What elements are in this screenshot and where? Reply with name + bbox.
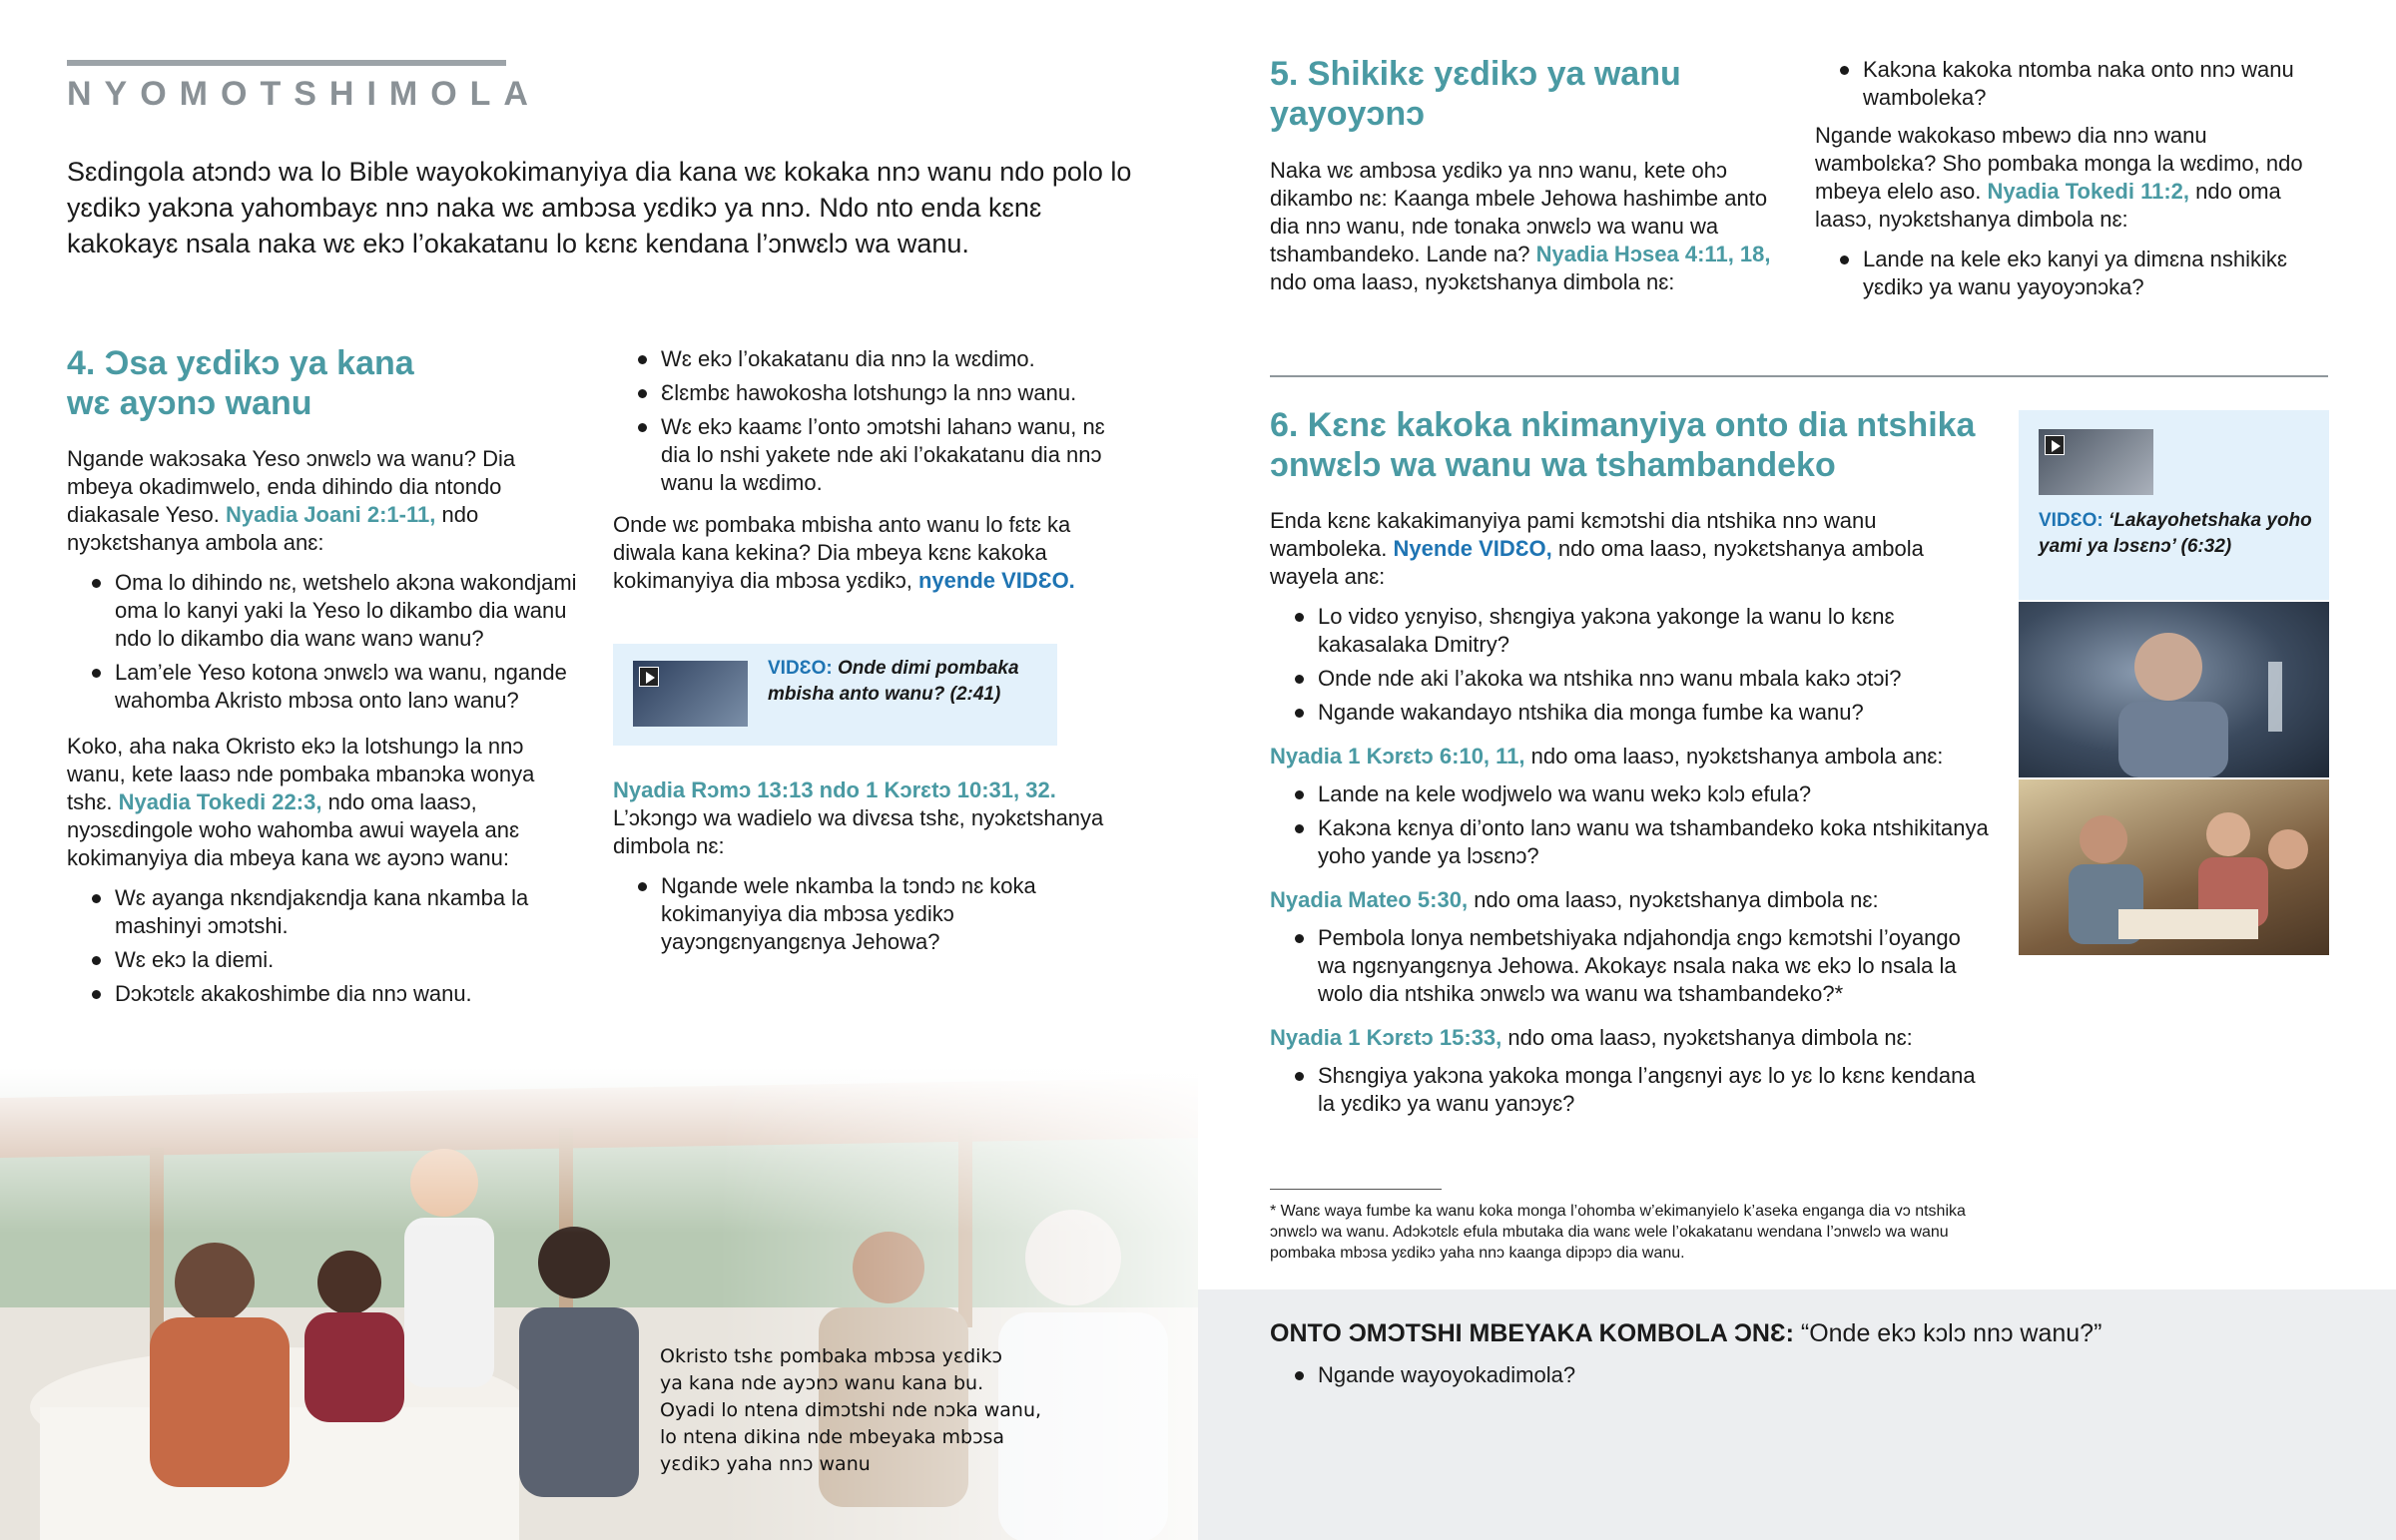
video-link[interactable]: nyende VIDƐO. (917, 568, 1075, 593)
video-title[interactable]: VIDƐO: ‘Lakayohetshaka yoho yami ya lɔsɛnɔ’ (6:32) (2039, 510, 2312, 557)
s6-bullets-4 (1270, 1062, 1989, 1118)
photo-family-study (2019, 779, 2329, 955)
play-icon[interactable] (2045, 435, 2065, 455)
section-4-heading: 4. Ɔsa yɛdikɔ ya kana wɛ ayɔnɔ wanu (67, 344, 414, 422)
s5-bullets-2 (1815, 246, 2334, 301)
s4-bullets-1 (67, 569, 586, 715)
list-item: Ngande wakandayo ntshika dia monga fumbe ka wanu? (1270, 699, 1989, 727)
s6-ref-4: Nyadia 1 Kɔrɛtɔ 15:33, ndo oma laasɔ, nyɔkɛtshanya dimbola nɛ: (1270, 1025, 1913, 1050)
list-item: Ngande wayoyokadimola? (1270, 1361, 2268, 1389)
scripture-link[interactable]: Nyadia 1 Kɔrɛtɔ 15:33, (1270, 1025, 1502, 1050)
section-6-heading: 6. Kɛnɛ kakoka nkimanyiya onto dia ntshika ɔnwɛlɔ wa wanu wa tshambandeko (1270, 406, 1976, 484)
list-item: Lam’ele Yeso kotona ɔnwɛlɔ wa wanu, ngande wahomba Akristo mbɔsa onto lanɔ wanu? (67, 659, 586, 715)
list-item: Dɔkɔtɛlɛ akakoshimbe dia nnɔ wanu. (67, 980, 586, 1008)
list-item: Wɛ ekɔ la diemi. (67, 946, 586, 974)
s4-paragraph-4: Nyadia Rɔmɔ 13:13 ndo 1 Kɔrɛtɔ 10:31, 32. L’ɔkɔngɔ wa wadielo wa divɛsa tshɛ, nyɔkɛtshanya dimbola nɛ: (613, 777, 1104, 858)
section-5-col2 (1815, 56, 2334, 307)
s4-bullets-2 (67, 884, 586, 1008)
scripture-link[interactable]: Nyadia 1 Kɔrɛtɔ 6:10, 11, (1270, 744, 1525, 769)
list-item: Lande na kele wodjwelo wa wanu wekɔ kɔlɔ efula? (1270, 780, 1989, 808)
scripture-link[interactable]: Nyadia Tokedi 11:2, (1987, 179, 2190, 204)
section-5-col1 (1270, 157, 1789, 296)
s6-bullets-2 (1270, 780, 1989, 870)
s4-paragraph-2: Koko, aha naka Okristo ekɔ la lotshungɔ la nnɔ wanu, kete laasɔ nde pombaka mbanɔka wonya tshɛ. Nyadia Tokedi 22:3, ndo oma laasɔ, nyɔsɛdingole woho wahomba awui wayela anɛ kokimanyiya dia mbeya kana wɛ ayɔnɔ wanu: (67, 734, 535, 870)
s4-bullets-4 (613, 872, 1132, 956)
s6-ref-2: Nyadia 1 Kɔrɛtɔ 6:10, 11, ndo oma laasɔ, nyɔkɛtshanya ambola anɛ: (1270, 744, 1944, 769)
list-item: Ɛlɛmbɛ hawokosha lotshungɔ la nnɔ wanu. (613, 379, 1132, 407)
list-item: Lande na kele ekɔ kanyi ya dimɛna nshikikɛ yɛdikɔ ya wanu yayoyɔnɔka? (1815, 246, 2334, 301)
bottom-bullets (1270, 1361, 2268, 1395)
s4-paragraph-3: Onde wɛ pombaka mbisha anto wanu lo fɛtɛ ka diwala kana kekina? Dia mbeya kɛnɛ kakoka kokimanyiya dia mbɔsa yɛdikɔ, nyende VIDƐO. (613, 512, 1075, 593)
illustration-caption: Okristo tshɛ pombaka mbɔsa yɛdikɔ ya kana nde ayɔnɔ wanu kana bu. Oyadi lo ntena dimɔtshi nde nɔka wanu, lo ntena dikina nde mbeyaka mbɔsa yɛdikɔ yaha nnɔ wanu (660, 1345, 1042, 1475)
video-link[interactable]: Nyende VIDƐO, (1393, 536, 1552, 561)
s4-paragraph-1: Ngande wakɔsaka Yeso ɔnwɛlɔ wa wanu? Dia mbeya okadimwelo, enda dihindo dia ntondo diakasale Yeso. Nyadia Joani 2:1-11, ndo nyɔkɛtshanya ambola anɛ: (67, 446, 516, 555)
video-box-2[interactable] (2019, 410, 2329, 600)
list-item: Wɛ ayanga nkɛndjakɛndja kana nkamba la mashinyi ɔmɔtshi. (67, 884, 586, 940)
list-item: Oma lo dihindo nɛ, wetshelo akɔna wakondjami oma lo kanyi yaki la Yeso lo dikambo dia wanu ndo lo dikambo dia wanɛ wanɔ wanu? (67, 569, 586, 653)
scripture-link[interactable]: Nyadia Rɔmɔ 13:13 ndo 1 Kɔrɛtɔ 10:31, 32. (613, 777, 1056, 802)
s6-paragraph-1: Enda kɛnɛ kakakimanyiya pami kɛmɔtshi dia ntshika nnɔ wanu wamboleka. Nyende VIDƐO, ndo oma laasɔ, nyɔkɛtshanya ambola wayela anɛ: (1270, 508, 1924, 589)
list-item: Shɛngiya yakɔna yakoka monga l’angɛnyi ayɛ lo yɛ lo kɛnɛ kendana la yɛdikɔ ya wanu yanɔyɛ? (1270, 1062, 1989, 1118)
s4-bullets-3 (613, 345, 1132, 497)
list-item: Kakɔna kakoka ntomba naka onto nnɔ wanu wamboleka? (1815, 56, 2334, 112)
s6-bullets-1 (1270, 603, 1989, 727)
section-4-col2b (613, 776, 1132, 962)
list-item: Onde nde aki l’akoka wa ntshika nnɔ wanu mbala kakɔ ɔtɔi? (1270, 665, 1989, 693)
video-thumbnail[interactable] (2039, 429, 2153, 495)
footnote-rule (1270, 1189, 1442, 1190)
bottom-question: ONTO ƆMƆTSHI MBEYAKA KOMBOLA ƆNƐ: “Onde ekɔ kɔlɔ nnɔ wanu?” (1270, 1319, 2102, 1347)
s6-bullets-3 (1270, 924, 1989, 1008)
list-item: Ngande wele nkamba la tɔndɔ nɛ koka kokimanyiya dia mbɔsa yɛdikɔ yayɔngɛnyangɛnya Jehowa? (613, 872, 1132, 956)
section-6-body (1270, 507, 1989, 1124)
list-item: Lo vidɛo yɛnyiso, shɛngiya yakɔna yakonge la wanu lo kɛnɛ kakasalaka Dmitry? (1270, 603, 1989, 659)
section-4-col1 (67, 445, 586, 1014)
man-image (2019, 602, 2329, 777)
video-thumbnail[interactable] (633, 661, 748, 727)
video-title[interactable]: VIDƐO: Onde dimi pombaka mbisha anto wanu? (2:41) (768, 658, 1019, 705)
scripture-link[interactable]: Nyadia Joani 2:1-11, (226, 502, 436, 527)
family-image (2019, 779, 2329, 955)
section-divider (1270, 375, 2328, 377)
photo-man-drinking (2019, 602, 2329, 777)
footnote: * Wanɛ waya fumbe ka wanu koka monga l’ohomba w’ekimanyielo k’aseka enganga dia vɔ ntshika ɔnwɛlɔ wa wanu. Adɔkɔtɛlɛ efula mbutaka dia wanɛ wele l’okakatanu wendana l’ɔnwɛlɔ wa wanu pombaka mbɔsa yɛdikɔ yaha nnɔ kaanga dipɔpɔ dia wanu. (1270, 1203, 1966, 1262)
list-item: Wɛ ekɔ l’okakatanu dia nnɔ la wɛdimo. (613, 345, 1132, 373)
scripture-link[interactable]: Nyadia Mateo 5:30, (1270, 887, 1469, 912)
list-item: Pembola lonya nembetshiyaka ndjahondja ɛngɔ kɛmɔtshi l’oyango wa ngɛnyangɛnya Jehowa. Akokayɛ nsala naka wɛ ekɔ lo nsala la wolo dia ntshika ɔnwɛlɔ wa wanu wa tshambandeko?* (1270, 924, 1989, 1008)
bottom-question-box (1198, 1289, 2396, 1540)
list-item: Wɛ ekɔ kaamɛ l’onto ɔmɔtshi lahanɔ wanu, nɛ dia lo nshi yakete nde aki l’okakatanu dia nnɔ wanu la wɛdimo. (613, 413, 1132, 497)
s5-paragraph-2: Ngande wakokaso mbewɔ dia nnɔ wanu wambolɛka? Sho pombaka monga la wɛdimo, ndo mbeya elelo aso. Nyadia Tokedi 11:2, ndo oma laasɔ, nyɔkɛtshanya dimbola nɛ: (1815, 123, 2303, 232)
section-5-heading: 5. Shikikɛ yɛdikɔ ya wanu yayoyɔnɔ (1270, 55, 1681, 133)
scripture-link[interactable]: Nyadia Hɔsea 4:11, 18, (1535, 242, 1771, 266)
list-item: Kakɔna kɛnya di’onto lanɔ wanu wa tshambandeko koka ntshikitanya yoho yande ya lɔsɛnɔ? (1270, 814, 1989, 870)
section-kicker: NYOMOTSHIMOLA (67, 75, 541, 113)
play-icon[interactable] (639, 667, 659, 687)
s6-ref-3: Nyadia Mateo 5:30, ndo oma laasɔ, nyɔkɛtshanya dimbola nɛ: (1270, 887, 1879, 912)
s5-bullets-1 (1815, 56, 2334, 112)
scripture-link[interactable]: Nyadia Tokedi 22:3, (118, 789, 322, 814)
s5-paragraph-1: Naka wɛ ambɔsa yɛdikɔ ya nnɔ wanu, kete ohɔ dikambo nɛ: Kaanga mbele Jehowa hashimbe anto dia nnɔ wanu, nde tonaka ɔnwɛlɔ wa wanu wa tshambandeko. Lande na? Nyadia Hɔsea 4:11, 18, ndo oma laasɔ, nyɔkɛtshanya dimbola nɛ: (1270, 158, 1771, 294)
intro-paragraph: Sɛdingola atɔndɔ wa lo Bible wayokokimanyiya dia kana wɛ kokaka nnɔ wanu ndo polo lo yɛdikɔ yakɔna yahombayɛ nnɔ naka wɛ ambɔsa yɛdikɔ ya nnɔ. Ndo nto enda kɛnɛ kakokayɛ nsala naka wɛ ekɔ l’okakatanu lo kɛnɛ kendana l’ɔnwɛlɔ wa wanu. (67, 157, 1132, 258)
video-box-1[interactable] (613, 644, 1057, 746)
header-rule (67, 60, 506, 66)
section-4-col2 (613, 345, 1132, 595)
